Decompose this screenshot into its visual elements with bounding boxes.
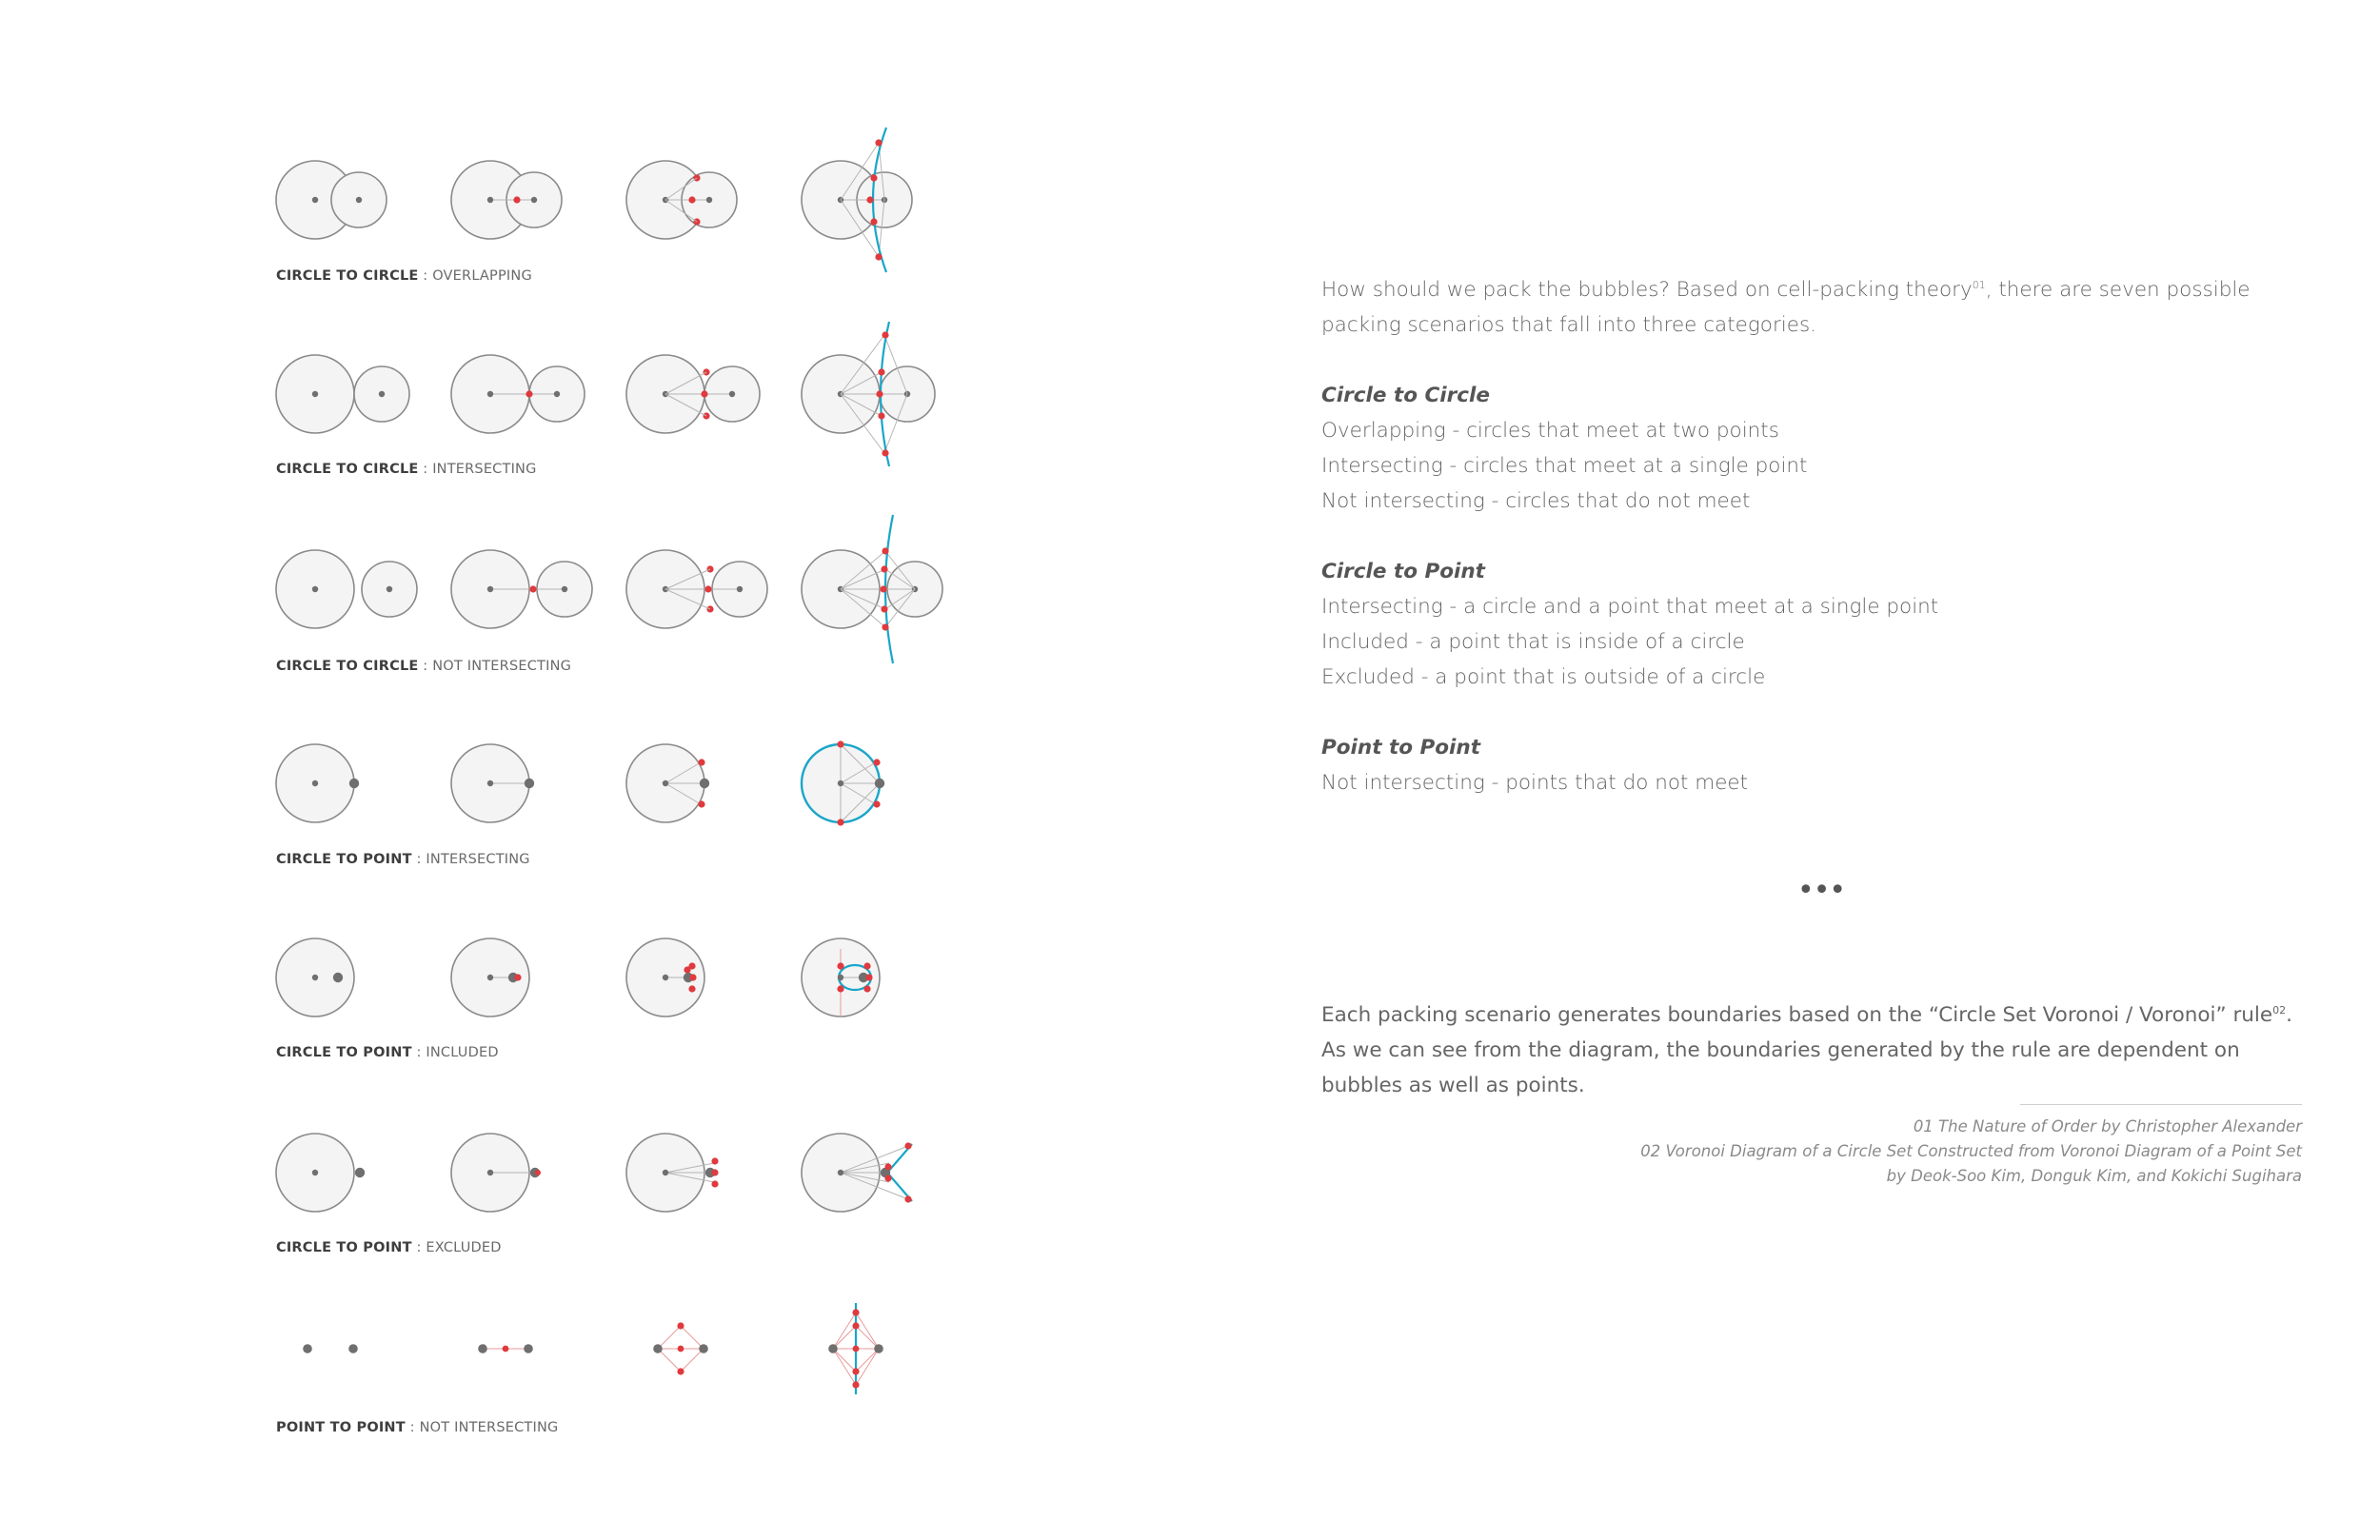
voronoi-vertex-106	[880, 585, 886, 592]
voronoi-vertex-9	[513, 196, 520, 203]
row-label-2: CIRCLE TO CIRCLE : INTERSECTING	[276, 462, 537, 477]
point-135	[875, 779, 884, 788]
center-point-112	[312, 780, 318, 786]
voronoi-vertex-154	[688, 985, 695, 992]
center-point-160	[838, 975, 843, 980]
voronoi-vertex-87	[704, 585, 711, 592]
row-label-5: CIRCLE TO POINT : INCLUDED	[276, 1045, 499, 1060]
explanation-text	[1321, 272, 2311, 800]
voronoi-vertex-44	[526, 390, 532, 397]
category-item: Intersecting - circles that meet at a single point	[1321, 454, 1808, 478]
point-123	[700, 779, 709, 788]
voronoi-vertex-194	[884, 1175, 891, 1181]
row-label-6: CIRCLE TO POINT : EXCLUDED	[276, 1240, 502, 1255]
center-point-191	[838, 1170, 843, 1175]
voronoi-vertex-209	[677, 1368, 684, 1374]
category-item: Intersecting - a circle and a point that meet at a single point	[1321, 595, 1939, 619]
voronoi-vertex-30	[866, 196, 873, 203]
reference-02: 02 Voronoi Diagram of a Circle Set Constructed from Voronoi Diagram of a Point Set	[1640, 1142, 2302, 1160]
point-215	[874, 1344, 883, 1353]
point-205	[653, 1344, 663, 1353]
voronoi-vertex-110	[882, 623, 888, 630]
voronoi-vertex-125	[698, 800, 704, 807]
center-point-168	[312, 1170, 318, 1175]
voronoi-vertex-174	[535, 1170, 541, 1175]
center-point-86	[737, 586, 743, 592]
voronoi-vertex-181	[711, 1169, 718, 1175]
voronoi-vertex-202	[503, 1346, 509, 1352]
center-point-2	[312, 197, 318, 203]
center-point-172	[487, 1170, 493, 1175]
point-113	[349, 779, 359, 788]
category-item: Included - a point that is inside of a circle	[1321, 630, 1745, 654]
voronoi-vertex-216	[853, 1346, 860, 1352]
references	[1578, 1104, 2302, 1189]
center-point-74	[312, 586, 318, 592]
voronoi-vertex-164	[863, 985, 870, 992]
point-206	[699, 1344, 708, 1353]
center-point-38	[379, 391, 385, 397]
center-point-80	[562, 586, 567, 592]
voronoi-vertex-195	[904, 1142, 911, 1149]
voronoi-vertex-147	[514, 974, 521, 980]
point-201	[524, 1344, 533, 1353]
voronoi-vertex-217	[852, 1322, 859, 1329]
ref-marker-01: 01	[1972, 278, 1986, 291]
category-item: Excluded - a point that is outside of a circle	[1321, 665, 1766, 689]
voronoi-vertex-81	[529, 585, 536, 592]
row-label-7: POINT TO POINT : NOT INTERSECTING	[276, 1420, 559, 1435]
point-198	[348, 1344, 358, 1353]
center-point-145	[487, 975, 493, 980]
row-label-1: CIRCLE TO CIRCLE : OVERLAPPING	[276, 268, 532, 284]
voronoi-vertex-166	[837, 985, 843, 992]
point-214	[828, 1344, 838, 1353]
center-point-8	[531, 197, 537, 203]
center-point-116	[487, 780, 493, 786]
voronoi-vertex-71	[882, 449, 888, 456]
center-point-134	[838, 780, 843, 786]
voronoi-vertex-220	[852, 1381, 859, 1388]
voronoi-vertex-196	[904, 1195, 911, 1202]
ref-marker-02: 02	[2272, 1003, 2287, 1017]
voronoi-vertex-219	[852, 1309, 859, 1315]
center-point-14	[706, 197, 712, 203]
voronoi-vertex-136	[873, 759, 880, 765]
voronoi-vertex-162	[865, 974, 872, 980]
voronoi-vertex-109	[882, 547, 888, 554]
voronoi-vertex-33	[875, 139, 882, 146]
voronoi-vertex-108	[881, 605, 887, 612]
center-point-37	[312, 391, 318, 397]
voronoi-vertex-183	[711, 1180, 718, 1187]
references-divider	[2020, 1104, 2302, 1105]
voronoi-vertex-152	[689, 974, 696, 980]
point-169	[355, 1168, 365, 1177]
center-point-141	[312, 975, 318, 980]
voronoi-vertex-68	[878, 368, 884, 375]
center-point-179	[663, 1170, 668, 1175]
center-point-3	[356, 197, 362, 203]
voronoi-vertex-15	[688, 196, 695, 203]
voronoi-vertex-139	[837, 819, 843, 825]
voronoi-vertex-165	[837, 962, 843, 969]
voronoi-vertex-218	[852, 1368, 859, 1374]
category-heading-circle-to-point: Circle to Point	[1321, 560, 1485, 583]
center-point-42	[487, 391, 493, 397]
voronoi-vertex-155	[684, 966, 690, 973]
voronoi-vertex-67	[876, 390, 883, 397]
voronoi-vertex-32	[870, 218, 877, 225]
point-142	[333, 973, 343, 982]
category-heading-point-to-point: Point to Point	[1321, 736, 1480, 760]
row-label-3: CIRCLE TO CIRCLE : NOT INTERSECTING	[276, 659, 572, 674]
category-item: Not intersecting - points that do not meet	[1321, 771, 1749, 795]
outro-paragraph: Each packing scenario generates boundaries based on the “Circle Set Voronoi / Voronoi” rule$^{02}$. As we can see from the diagram, the boundaries generated by the rule are dependent on bubbles as well as points.	[1321, 1002, 2292, 1097]
voronoi-vertex-193	[884, 1163, 891, 1170]
voronoi-vertex-207	[678, 1346, 684, 1352]
center-point-49	[729, 391, 735, 397]
voronoi-vertex-124	[698, 759, 704, 765]
voronoi-vertex-208	[677, 1322, 684, 1329]
center-point-43	[554, 391, 560, 397]
reference-01: 01 The Nature of Order by Christopher Alexander	[1913, 1117, 2302, 1135]
category-heading-circle-to-circle: Circle to Circle	[1321, 384, 1490, 407]
voronoi-vertex-182	[711, 1157, 718, 1164]
center-point-7	[487, 197, 493, 203]
point-200	[478, 1344, 487, 1353]
voronoi-vertex-70	[882, 331, 888, 338]
section-divider-ellipsis: •••	[1797, 874, 1846, 907]
category-item: Not intersecting - circles that do not meet	[1321, 489, 1751, 513]
center-point-79	[487, 586, 493, 592]
voronoi-vertex-163	[863, 962, 870, 969]
point-117	[525, 779, 534, 788]
voronoi-vertex-31	[870, 174, 877, 181]
intro-paragraph: How should we pack the bubbles? Based on cell-packing theory$^{01}$, there are seven possible packing scenarios that fall into three categories.	[1321, 278, 2251, 337]
voronoi-vertex-107	[881, 565, 887, 572]
voronoi-vertex-137	[873, 800, 880, 807]
center-point-75	[387, 586, 392, 592]
voronoi-vertex-50	[701, 390, 707, 397]
center-point-122	[663, 780, 668, 786]
voronoi-vertex-138	[837, 740, 843, 747]
reference-02-authors: by Deok-Soo Kim, Donguk Kim, and Kokichi Sugihara	[1886, 1167, 2302, 1185]
row-label-4: CIRCLE TO POINT : INTERSECTING	[276, 852, 530, 867]
category-item: Overlapping - circles that meet at two points	[1321, 419, 1779, 443]
voronoi-vertex-34	[875, 253, 882, 260]
voronoi-vertex-69	[878, 412, 884, 419]
center-point-150	[663, 975, 668, 980]
point-197	[303, 1344, 312, 1353]
